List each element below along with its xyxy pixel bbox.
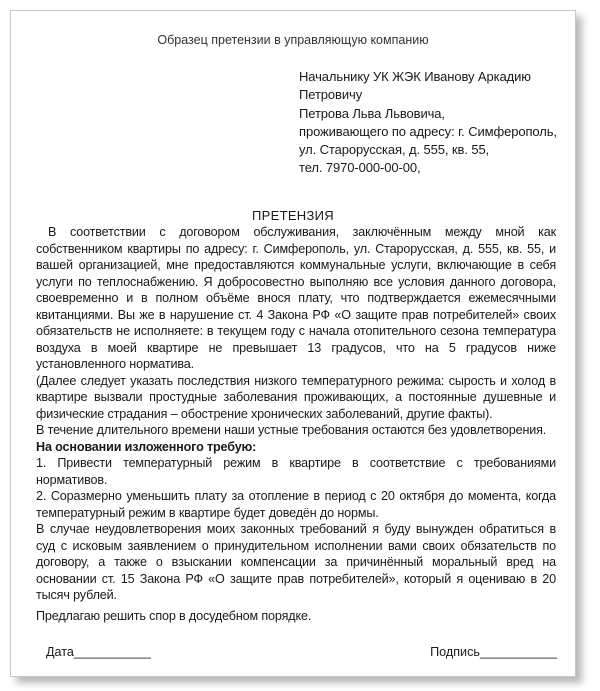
demand-heading: На основании изложенного требую:: [36, 439, 257, 454]
signature-field: Подпись___________: [430, 645, 557, 659]
signature-row: [46, 645, 557, 659]
claim-heading: ПРЕТЕНЗИЯ: [252, 208, 334, 223]
body-paragraph: (Далее следует указать последствия низкого температурного режима: сырость и холод в квартире вызвали простудные заболевания проживающих, а постоянные душевные и физические страдания – обострение хронических заболеваний, другие факты).: [36, 373, 556, 421]
body-paragraph: В случае неудовлетворения моих законных требований я буду вынужден обратиться в суд с исковым заявлением о принудительном исполнении вами своих обязательств по договору, а также о взыскании компенсации за причинённый моральный вред на основании ст. 15 Закона РФ «О защите прав потребителей», который я оцениваю в 20 тысяч рублей.: [36, 522, 556, 602]
addressee-line: Петрова Льва Львовича,: [299, 105, 445, 121]
claim-body: [36, 224, 556, 624]
body-paragraph: В течение длительного времени наши устные требования остаются без удовлетворения.: [36, 423, 547, 437]
addressee-line: проживающего по адресу: г. Симферополь,: [299, 123, 557, 139]
addressee-line: ул. Старорусская, д. 555, кв. 55,: [299, 142, 490, 158]
demand-item: 1. Привести температурный режим в квартире в соответствие с требованиями нормативов.: [36, 456, 556, 487]
date-field: Дата___________: [46, 645, 151, 659]
document-title: Образец претензии в управляющую компанию: [157, 33, 429, 47]
addressee-line: Начальнику УК ЖЭК Иванову Аркадию: [299, 69, 531, 84]
addressee-line: Петровичу: [299, 87, 363, 103]
addressee-block: [299, 68, 569, 178]
body-paragraph: В соответствии с договором обслуживания, заключённым между мной как собственником квартиры по адресу: г. Симферополь, ул. Старорусская, д. 555, кв. 55, и вашей организацией, мне предоставляются коммунальные услуги, включающие в себя услуги по теплоснабжению. Я добросовестно выполняю все условия данного договора, своевременно и в полном объёме внося плату, что подтверждается ежемесячными квитанциями. Вы же в нарушение ст. 4 Закона РФ «О защите прав потребителей» своих обязательств не исполняете: в текущем году с начала отопительного сезона температура воздуха в моей квартире не превышает 13 градусов, что на 5 градусов ниже установленного норматива.: [36, 225, 556, 371]
document-page: [10, 10, 576, 677]
demand-item: 2. Соразмерно уменьшить плату за отопление в период с 20 октября до момента, когда температурный режим в квартире будет доведён до нормы.: [36, 489, 556, 520]
body-paragraph: Предлагаю решить спор в досудебном порядке.: [36, 608, 312, 623]
addressee-line: тел. 7970-000-00-00,: [299, 160, 421, 176]
